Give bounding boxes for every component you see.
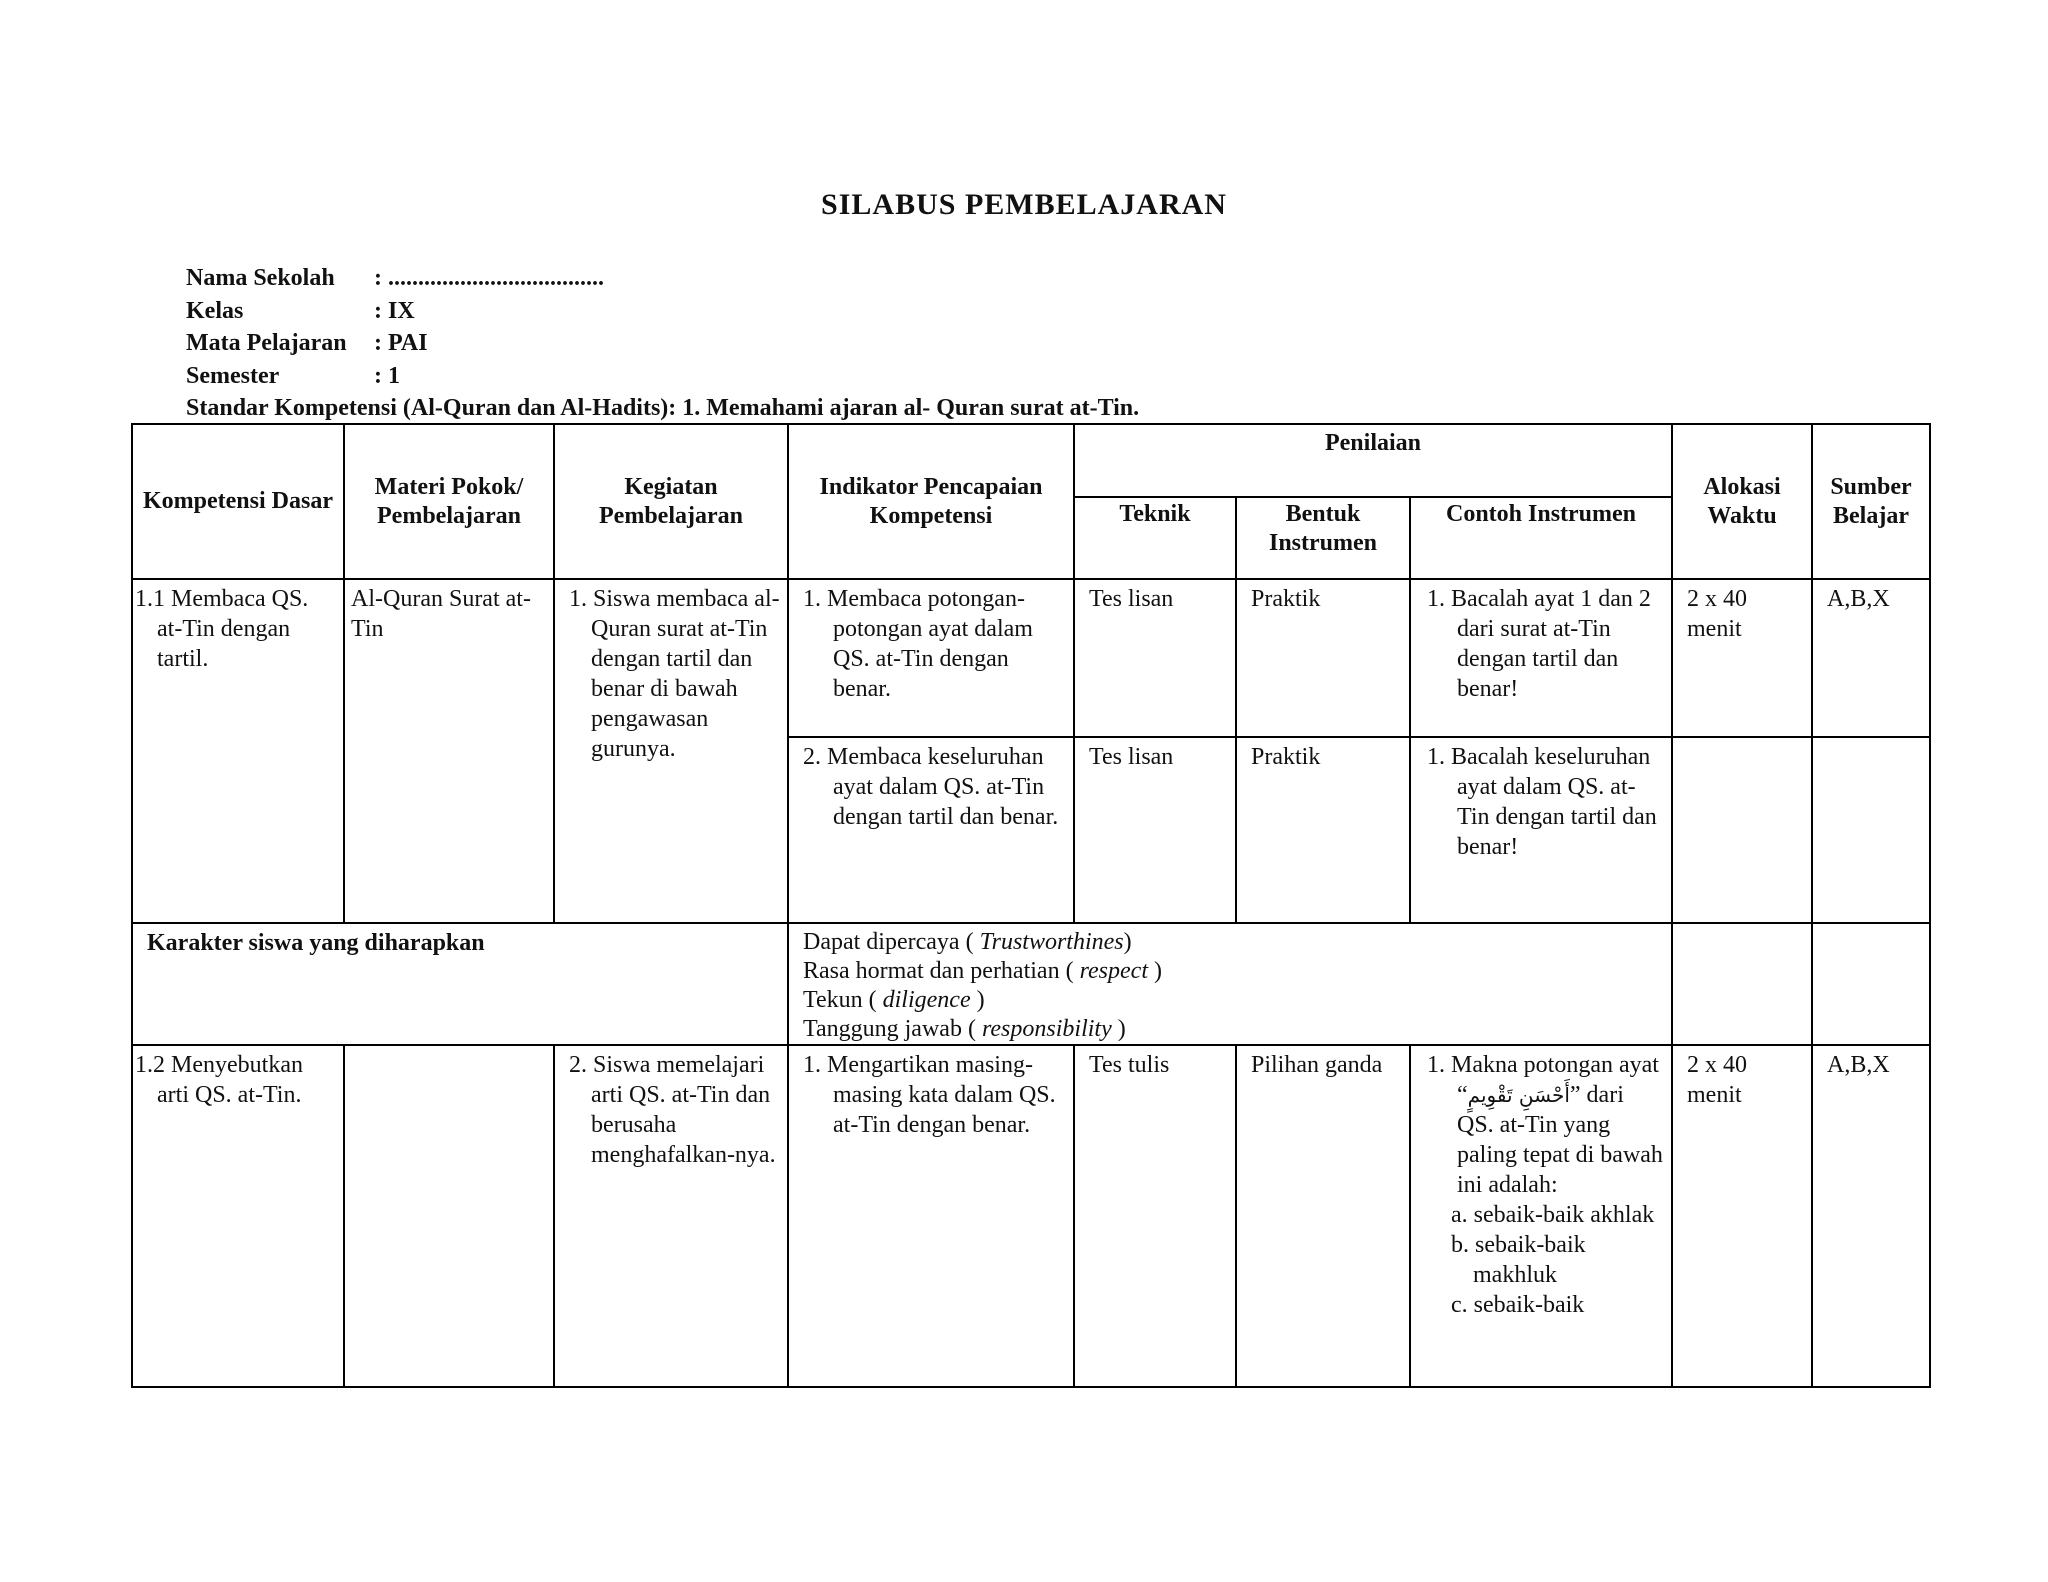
karakter-label: Karakter siswa yang diharapkan	[132, 923, 788, 1045]
kompetensi-dasar-cell: 1.1 Membaca QS. at-Tin dengan tartil.	[135, 586, 309, 672]
empty-cell	[1672, 923, 1812, 1045]
header-bentuk-instrumen: Bentuk Instrumen	[1236, 497, 1410, 579]
header-indikator: Indikator Pencapaian Kompetensi	[788, 424, 1074, 579]
info-value: : PAI	[374, 330, 428, 356]
sumber-cell: A,B,X	[1827, 1052, 1890, 1078]
info-label: Nama Sekolah	[186, 265, 335, 291]
info-row-semester	[186, 360, 1139, 393]
bentuk-cell: Praktik	[1251, 586, 1321, 612]
info-row-class	[186, 295, 1139, 328]
teknik-cell: Tes lisan	[1089, 586, 1174, 612]
info-value: : ....................................	[374, 265, 604, 291]
bentuk-cell: Praktik	[1251, 744, 1321, 770]
option-a: a. sebaik-baik akhlak	[1451, 1202, 1655, 1228]
teknik-cell: Tes tulis	[1089, 1052, 1170, 1078]
option-b: b. sebaik-baik makhluk	[1451, 1232, 1586, 1288]
info-label: Mata Pelajaran	[186, 330, 347, 356]
contoh-cell: 1. Bacalah keseluruhan ayat dalam QS. at-Tin dengan tartil dan benar!	[1427, 744, 1657, 860]
document-info	[186, 262, 1139, 425]
info-label: Semester	[186, 362, 280, 389]
arabic-phrase: أَحْسَنِ تَقْوِيمٍ	[1467, 1083, 1570, 1107]
contoh-question: 1. Makna potongan ayat “أَحْسَنِ تَقْوِيمٍ” dari QS. at-Tin yang paling tepat di bawah ini adalah:	[1427, 1052, 1663, 1198]
karakter-item: Dapat dipercaya ( Trustworthines)	[803, 929, 1132, 955]
indikator-cell: 1. Membaca potongan-potongan ayat dalam QS. at-Tin dengan benar.	[803, 586, 1033, 702]
indikator-cell: 2. Membaca keseluruhan ayat dalam QS. at-Tin dengan tartil dan benar.	[803, 744, 1059, 830]
info-row-school	[186, 262, 1139, 295]
header-materi-pokok: Materi Pokok/ Pembelajaran	[344, 424, 554, 579]
option-c: c. sebaik-baik	[1451, 1292, 1585, 1318]
empty-cell	[1672, 737, 1812, 923]
header-contoh-instrumen: Contoh Instrumen	[1410, 497, 1672, 579]
standar-kompetensi: Standar Kompetensi (Al-Quran dan Al-Hadits): 1. Memahami ajaran al- Quran surat at-Tin.	[186, 395, 1140, 421]
empty-cell	[1812, 737, 1930, 923]
page-title: SILABUS PEMBELAJARAN	[821, 188, 1227, 221]
karakter-row	[132, 923, 1930, 1045]
header-penilaian: Penilaian	[1074, 424, 1672, 497]
header-sumber-belajar: Sumber Belajar	[1812, 424, 1930, 579]
contoh-cell: 1. Bacalah ayat 1 dan 2 dari surat at-Tin dengan tartil dan benar!	[1427, 586, 1651, 702]
alokasi-cell: 2 x 40 menit	[1687, 586, 1747, 642]
sumber-cell: A,B,X	[1827, 586, 1890, 612]
header-alokasi-waktu: Alokasi Waktu	[1672, 424, 1812, 579]
kegiatan-cell: 1. Siswa membaca al-Quran surat at-Tin dengan tartil dan benar di bawah pengawasan gurunya.	[569, 586, 780, 762]
karakter-item: Tekun ( diligence )	[803, 987, 985, 1013]
kompetensi-dasar-cell: 1.2 Menyebutkan arti QS. at-Tin.	[135, 1052, 303, 1108]
karakter-list	[788, 923, 1672, 1045]
header-row	[132, 424, 1930, 497]
info-value: : IX	[374, 297, 415, 324]
info-row-subject	[186, 327, 1139, 360]
table-row	[132, 579, 1930, 737]
indikator-cell: 1. Mengartikan masing-masing kata dalam QS. at-Tin dengan benar.	[803, 1052, 1056, 1138]
empty-cell	[1812, 923, 1930, 1045]
contoh-cell	[1427, 1050, 1665, 1386]
header-kegiatan: Kegiatan Pembelajaran	[554, 424, 788, 579]
info-value: : 1	[374, 362, 400, 389]
materi-cell: Al-Quran Surat at-Tin	[351, 586, 531, 642]
alokasi-cell: 2 x 40 menit	[1687, 1052, 1747, 1108]
header-kompetensi-dasar: Kompetensi Dasar	[132, 424, 344, 579]
bentuk-cell: Pilihan ganda	[1251, 1052, 1383, 1078]
karakter-item: Tanggung jawab ( responsibility )	[803, 1016, 1126, 1042]
kegiatan-cell: 2. Siswa memelajari arti QS. at-Tin dan berusaha menghafalkan-nya.	[569, 1052, 776, 1168]
table-row	[132, 1045, 1930, 1387]
syllabus-table	[131, 423, 1931, 1388]
info-label: Kelas	[186, 297, 244, 324]
header-teknik: Teknik	[1074, 497, 1236, 579]
teknik-cell: Tes lisan	[1089, 744, 1174, 770]
karakter-item: Rasa hormat dan perhatian ( respect )	[803, 958, 1162, 984]
